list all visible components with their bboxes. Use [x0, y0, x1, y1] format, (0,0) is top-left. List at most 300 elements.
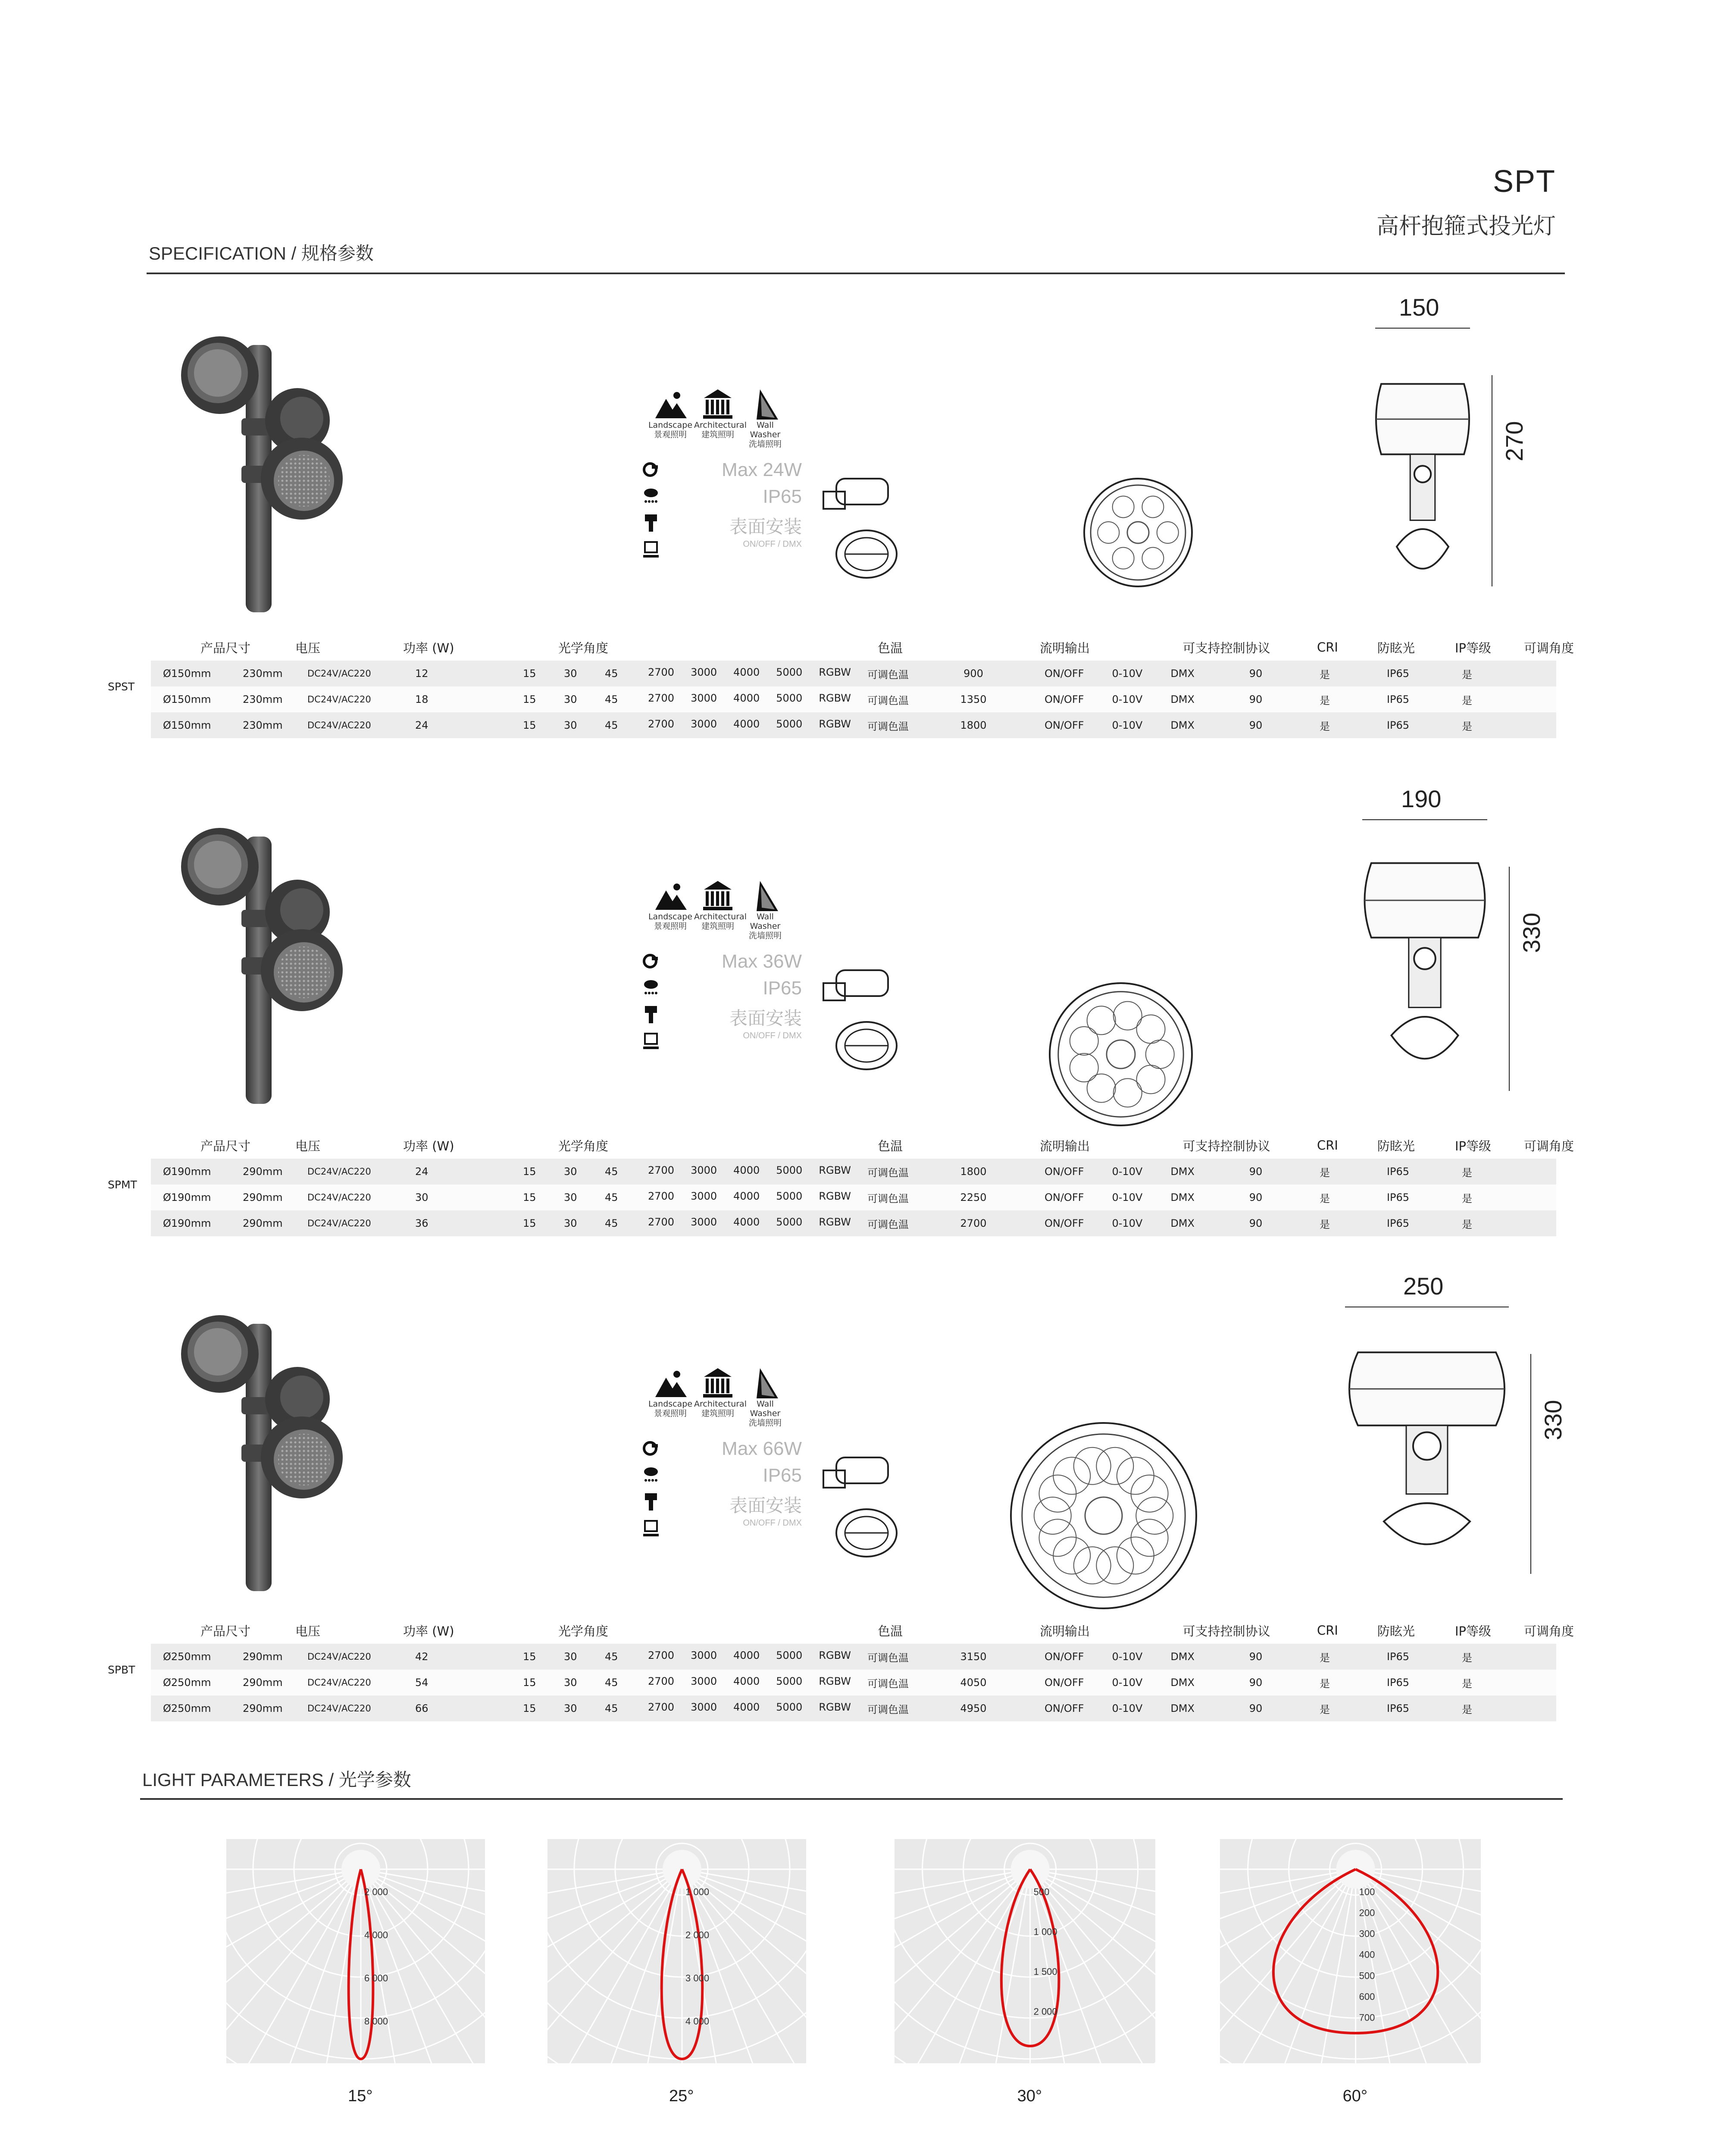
- power-icon: [642, 1438, 660, 1459]
- cell-cri: 90: [1249, 1651, 1263, 1663]
- feature-wash: [741, 1365, 789, 1428]
- cct-value: 3000: [691, 1675, 717, 1687]
- waterproof-icon: [642, 978, 660, 998]
- feature-label-en: Architectural: [694, 420, 747, 430]
- spec-table: [151, 1617, 1574, 1721]
- control-protocol: DMX: [1170, 1217, 1195, 1229]
- feature-label-zh: 洗墙照明: [748, 439, 782, 449]
- cct-value: 2700: [648, 692, 675, 704]
- width-dimension-line: [1375, 328, 1470, 329]
- control-protocol: ON/OFF: [1045, 1191, 1084, 1203]
- radial-tick-label: 500: [1033, 1887, 1050, 1897]
- table-header-cell: IP等级: [1455, 1623, 1492, 1639]
- product-photo: [181, 819, 362, 1130]
- cell-beam: [523, 1217, 648, 1229]
- cct-value: 2700: [648, 1164, 675, 1176]
- power-icon: [642, 459, 660, 480]
- cell-length: 290mm: [243, 1651, 283, 1663]
- cct-value: 可调色温: [867, 1166, 909, 1179]
- radial-tick-label: 300: [1359, 1928, 1375, 1940]
- cct-value: 5000: [776, 1190, 803, 1202]
- cell-beam: [523, 719, 648, 731]
- cell-adjustable: 是: [1462, 1166, 1472, 1179]
- wall-washer-icon: [741, 1365, 789, 1399]
- cct-value: 3000: [691, 666, 717, 678]
- radial-tick-label: 1 500: [1033, 1966, 1057, 1977]
- side-view-drawing: [1358, 854, 1492, 1087]
- cct-value: 3000: [691, 1701, 717, 1713]
- radial-tick-label: 1 000: [1033, 1926, 1057, 1937]
- feature-label-zh: 洗墙照明: [748, 1418, 782, 1428]
- cct-value: 4000: [733, 1701, 760, 1713]
- building-icon: [694, 1365, 741, 1399]
- table-header-cell: CRI: [1317, 1138, 1338, 1153]
- cell-size: Ø150mm: [163, 667, 211, 680]
- cct-value: 2700: [648, 1216, 675, 1228]
- cell-flux: 900: [963, 667, 983, 680]
- width-dimension: 150: [1399, 294, 1439, 321]
- spec-control: ON/OFF / DMX: [743, 539, 802, 549]
- table-header-cell: 色温: [877, 1138, 903, 1153]
- bracket-drawing: [819, 466, 905, 586]
- table-header-cell: 防眩光: [1377, 1623, 1415, 1639]
- control-protocol: 0-10V: [1112, 1191, 1143, 1203]
- cct-value: 4000: [733, 1216, 760, 1228]
- cell-cri: 90: [1249, 1677, 1263, 1689]
- beam-angle: 30: [564, 1217, 577, 1229]
- cell-glare: 是: [1320, 668, 1330, 681]
- control-protocol: DMX: [1170, 1651, 1195, 1663]
- beam-angle: 30: [564, 1191, 577, 1203]
- table-header-cell: 色温: [877, 640, 903, 655]
- cell-adjustable: 是: [1462, 1677, 1472, 1690]
- spec-control: ON/OFF / DMX: [743, 1518, 802, 1528]
- feature-label-en: Landscape: [648, 912, 693, 921]
- cct-value: 5000: [776, 692, 803, 704]
- height-dimension: 270: [1501, 421, 1528, 461]
- cct-value: 2700: [648, 718, 675, 730]
- radial-tick-label: 400: [1359, 1949, 1375, 1960]
- cct-value: RGBW: [819, 1216, 851, 1228]
- width-dimension: 190: [1401, 785, 1442, 812]
- cell-cct: [648, 1190, 909, 1205]
- table-header-cell: 流明输出: [1039, 640, 1090, 655]
- cct-value: 5000: [776, 1649, 803, 1661]
- spec-mount: 表面安装: [729, 517, 802, 537]
- width-dimension-line: [1362, 819, 1487, 820]
- feature-label-en: Landscape: [648, 420, 693, 430]
- control-protocol: 0-10V: [1112, 1217, 1143, 1229]
- cell-length: 290mm: [243, 1191, 283, 1203]
- spec-max_power: Max 36W: [722, 951, 802, 972]
- cell-glare: 是: [1320, 1651, 1330, 1664]
- cct-value: 4000: [733, 1164, 760, 1176]
- radial-tick-label: 1 000: [685, 1887, 710, 1897]
- cell-control: [1045, 719, 1226, 731]
- beam-angle: 45: [605, 1651, 618, 1663]
- section-divider: [147, 273, 1565, 274]
- table-header-cell: 产品尺寸: [200, 1138, 251, 1153]
- cell-voltage: DC24V/AC220: [307, 720, 371, 730]
- radial-tick-label: 2 000: [685, 1930, 710, 1940]
- cell-length: 230mm: [243, 667, 283, 680]
- series-label: SPMT: [108, 1178, 137, 1191]
- cct-value: 3000: [691, 1164, 717, 1176]
- table-header-cell: 防眩光: [1377, 640, 1415, 655]
- cell-ip: IP65: [1386, 1677, 1410, 1689]
- cct-value: 2700: [648, 1675, 675, 1687]
- polar-chart: [895, 1839, 1155, 2063]
- cell-voltage: DC24V/AC220: [307, 1166, 371, 1177]
- cct-value: RGBW: [819, 1701, 851, 1713]
- beam-angle: 15: [523, 1651, 536, 1663]
- feature-wash: [741, 386, 789, 449]
- height-dimension-line: [1530, 1354, 1531, 1574]
- cell-voltage: DC24V/AC220: [307, 668, 371, 679]
- spec-control: ON/OFF / DMX: [743, 1031, 802, 1040]
- feature-label-zh: 景观照明: [654, 921, 687, 931]
- control-protocol: ON/OFF: [1045, 1217, 1084, 1229]
- cell-adjustable: 是: [1462, 1218, 1472, 1231]
- cell-length: 290mm: [243, 1166, 283, 1178]
- cell-power: 66: [415, 1702, 429, 1714]
- cell-adjustable: 是: [1462, 1192, 1472, 1205]
- cct-value: 可调色温: [867, 694, 909, 707]
- cell-size: Ø190mm: [163, 1217, 211, 1229]
- cct-value: 2700: [648, 666, 675, 678]
- control-protocol: ON/OFF: [1045, 1702, 1084, 1714]
- beam-angle: 45: [605, 693, 618, 705]
- table-header-cell: IP等级: [1455, 640, 1492, 655]
- table-header-cell: 可调角度: [1524, 1623, 1574, 1639]
- cct-value: 5000: [776, 1164, 803, 1176]
- table-header-cell: 电压: [295, 640, 321, 655]
- cell-control: [1045, 1217, 1226, 1229]
- table-row: [151, 1210, 1556, 1236]
- feature-arch: [694, 1365, 747, 1418]
- cell-length: 290mm: [243, 1677, 283, 1689]
- cell-cct: [648, 692, 909, 707]
- table-row: [151, 712, 1556, 738]
- table-header: [151, 1617, 1574, 1644]
- front-view-drawing: [1080, 474, 1196, 591]
- series-label: SPBT: [108, 1664, 135, 1676]
- table-header-cell: CRI: [1317, 640, 1338, 655]
- feature-label-en: Wall Washer: [750, 420, 781, 439]
- radial-tick-label: 6 000: [364, 1973, 388, 1984]
- side-view-drawing: [1371, 375, 1474, 595]
- cell-length: 230mm: [243, 719, 283, 731]
- table-header-cell: 流明输出: [1039, 1138, 1090, 1153]
- cct-value: RGBW: [819, 1190, 851, 1202]
- feature-arch: [694, 877, 747, 931]
- table-header-cell: 功率 (W): [403, 640, 454, 655]
- spec-table: [151, 1132, 1574, 1236]
- feature-label-en: Wall Washer: [750, 1399, 781, 1418]
- spec-max_power: Max 66W: [722, 1438, 802, 1459]
- cct-value: 可调色温: [867, 1677, 909, 1690]
- spec-ip: IP65: [763, 486, 802, 507]
- cell-ip: IP65: [1386, 1191, 1410, 1203]
- cell-power: 30: [415, 1191, 429, 1203]
- cell-ip: IP65: [1386, 1217, 1410, 1229]
- cell-length: 290mm: [243, 1217, 283, 1229]
- cell-size: Ø250mm: [163, 1677, 211, 1689]
- spec-ip: IP65: [763, 978, 802, 999]
- cct-value: RGBW: [819, 1675, 851, 1687]
- control-protocol: DMX: [1170, 1702, 1195, 1714]
- beam-angle: 45: [605, 1217, 618, 1229]
- cct-value: 可调色温: [867, 1218, 909, 1231]
- cell-flux: 1800: [960, 719, 987, 731]
- height-dimension: 330: [1518, 912, 1545, 953]
- bracket-drawing: [819, 957, 905, 1078]
- beam-angle: 15: [523, 719, 536, 731]
- beam-angle: 30: [564, 1702, 577, 1714]
- power-icon: [642, 951, 660, 971]
- cell-ip: IP65: [1386, 1166, 1410, 1178]
- cct-value: 可调色温: [867, 668, 909, 681]
- page-title: SPT: [1492, 164, 1556, 199]
- cell-beam: [523, 667, 648, 680]
- cell-cri: 90: [1249, 1166, 1263, 1178]
- control-icon: [642, 539, 660, 560]
- cell-glare: 是: [1320, 720, 1330, 733]
- cct-value: 可调色温: [867, 1651, 909, 1664]
- cct-value: 可调色温: [867, 720, 909, 733]
- beam-angle: 30: [564, 693, 577, 705]
- front-view-drawing: [1007, 1419, 1201, 1613]
- feature-label-zh: 建筑照明: [701, 1409, 734, 1418]
- cell-cri: 90: [1249, 719, 1263, 731]
- radial-tick-label: 2 000: [1033, 2006, 1057, 2017]
- control-protocol: ON/OFF: [1045, 1677, 1084, 1689]
- control-protocol: DMX: [1170, 1166, 1195, 1178]
- cct-value: 5000: [776, 1701, 803, 1713]
- radial-tick-label: 500: [1359, 1970, 1375, 1981]
- cell-power: 24: [415, 1166, 429, 1178]
- radial-tick-label: 700: [1359, 2012, 1375, 2023]
- table-header-cell: 电压: [295, 1623, 321, 1639]
- cct-value: RGBW: [819, 1649, 851, 1661]
- control-protocol: ON/OFF: [1045, 719, 1084, 731]
- beam-angle: 30: [564, 1677, 577, 1689]
- table-header: [151, 1132, 1574, 1159]
- table-header: [151, 634, 1574, 661]
- polar-chart: [226, 1839, 485, 2063]
- mountain-icon: [647, 877, 694, 912]
- table-row: [151, 1670, 1556, 1695]
- cell-size: Ø250mm: [163, 1651, 211, 1663]
- bracket-drawing: [819, 1445, 905, 1565]
- beam-angle: 45: [605, 667, 618, 680]
- beam-angle: 15: [523, 1191, 536, 1203]
- cct-value: 3000: [691, 1216, 717, 1228]
- cct-value: RGBW: [819, 666, 851, 678]
- feature-label-en: Architectural: [694, 912, 747, 921]
- beam-angle: 15: [523, 693, 536, 705]
- feature-landscape: [647, 1365, 694, 1418]
- cell-size: Ø190mm: [163, 1166, 211, 1178]
- cell-voltage: DC24V/AC220: [307, 1703, 371, 1714]
- cell-glare: 是: [1320, 1677, 1330, 1690]
- mount-icon: [642, 1492, 660, 1512]
- cell-ip: IP65: [1386, 1651, 1410, 1663]
- cell-cct: [648, 1216, 909, 1231]
- control-protocol: 0-10V: [1112, 719, 1143, 731]
- table-header-cell: 光学角度: [558, 1138, 609, 1153]
- table-row: [151, 1185, 1556, 1210]
- cct-value: 2700: [648, 1190, 675, 1202]
- control-protocol: 0-10V: [1112, 1166, 1143, 1178]
- cct-value: 3000: [691, 1649, 717, 1661]
- control-protocol: 0-10V: [1112, 693, 1143, 705]
- cell-adjustable: 是: [1462, 1703, 1472, 1716]
- beam-angle: 15: [523, 667, 536, 680]
- table-row: [151, 686, 1556, 712]
- radial-tick-label: 600: [1359, 1991, 1375, 2002]
- table-header-cell: 功率 (W): [403, 1623, 454, 1639]
- cct-value: 5000: [776, 718, 803, 730]
- cell-glare: 是: [1320, 694, 1330, 707]
- cell-control: [1045, 1191, 1226, 1203]
- cct-value: 5000: [776, 1675, 803, 1687]
- table-row: [151, 1644, 1556, 1670]
- cct-value: 3000: [691, 718, 717, 730]
- cell-flux: 1350: [960, 693, 987, 705]
- cell-power: 12: [415, 667, 429, 680]
- table-header-cell: 可支持控制协议: [1182, 640, 1270, 655]
- cell-adjustable: 是: [1462, 668, 1472, 681]
- table-header-cell: 产品尺寸: [200, 640, 251, 655]
- cell-adjustable: 是: [1462, 1651, 1472, 1664]
- section-divider-light: [140, 1798, 1563, 1800]
- mountain-icon: [647, 1365, 694, 1399]
- building-icon: [694, 877, 741, 912]
- cell-size: Ø250mm: [163, 1702, 211, 1714]
- feature-landscape: [647, 386, 694, 439]
- beam-angle: 45: [605, 1677, 618, 1689]
- feature-label-en: Wall Washer: [750, 912, 781, 931]
- cell-ip: IP65: [1386, 667, 1410, 680]
- cell-beam: [523, 1702, 648, 1714]
- wall-washer-icon: [741, 877, 789, 912]
- table-header-cell: 防眩光: [1377, 1138, 1415, 1153]
- control-protocol: DMX: [1170, 667, 1195, 680]
- beam-angle-label: 15°: [348, 2087, 373, 2105]
- feature-label-zh: 景观照明: [654, 1409, 687, 1418]
- cell-ip: IP65: [1386, 1702, 1410, 1714]
- radial-tick-label: 4 000: [364, 1930, 388, 1940]
- cct-value: 可调色温: [867, 1703, 909, 1716]
- beam-angle-label: 60°: [1342, 2087, 1368, 2105]
- cct-value: 4000: [733, 666, 760, 678]
- control-protocol: 0-10V: [1112, 1702, 1143, 1714]
- beam-angle: 15: [523, 1702, 536, 1714]
- cell-control: [1045, 1702, 1226, 1714]
- cell-glare: 是: [1320, 1166, 1330, 1179]
- feature-arch: [694, 386, 747, 439]
- control-protocol: 0-10V: [1112, 1677, 1143, 1689]
- cct-value: RGBW: [819, 1164, 851, 1176]
- cell-cct: [648, 718, 909, 733]
- radial-tick-label: 8 000: [364, 2016, 388, 2027]
- control-protocol: ON/OFF: [1045, 1166, 1084, 1178]
- cell-control: [1045, 1677, 1226, 1689]
- cell-beam: [523, 1677, 648, 1689]
- spec-table: [151, 634, 1574, 738]
- cct-value: RGBW: [819, 718, 851, 730]
- cct-value: 2700: [648, 1649, 675, 1661]
- cell-control: [1045, 1651, 1226, 1663]
- cell-glare: 是: [1320, 1192, 1330, 1205]
- table-header-cell: IP等级: [1455, 1138, 1492, 1153]
- table-header-cell: 可调角度: [1524, 640, 1574, 655]
- beam-angle: 30: [564, 719, 577, 731]
- beam-angle: 30: [564, 1651, 577, 1663]
- cell-cct: [648, 1701, 909, 1716]
- cell-beam: [523, 693, 648, 705]
- cell-voltage: DC24V/AC220: [307, 1218, 371, 1228]
- control-protocol: 0-10V: [1112, 1651, 1143, 1663]
- cct-value: 4000: [733, 692, 760, 704]
- cct-value: 5000: [776, 666, 803, 678]
- cell-voltage: DC24V/AC220: [307, 694, 371, 705]
- waterproof-icon: [642, 486, 660, 507]
- feature-label-zh: 景观照明: [654, 430, 687, 439]
- cell-ip: IP65: [1386, 719, 1410, 731]
- table-header-cell: 电压: [295, 1138, 321, 1153]
- cell-flux: 2700: [960, 1217, 987, 1229]
- spec-section-title: SPECIFICATION / 规格参数: [149, 243, 374, 263]
- feature-wash: [741, 877, 789, 940]
- feature-label-en: Architectural: [694, 1399, 747, 1409]
- control-protocol: DMX: [1170, 719, 1195, 731]
- table-header-cell: 色温: [877, 1623, 903, 1639]
- spec-mount: 表面安装: [729, 1495, 802, 1516]
- beam-angle: 45: [605, 719, 618, 731]
- mount-icon: [642, 1004, 660, 1025]
- cell-control: [1045, 693, 1226, 705]
- cell-voltage: DC24V/AC220: [307, 1192, 371, 1203]
- cell-size: Ø150mm: [163, 693, 211, 705]
- cell-length: 290mm: [243, 1702, 283, 1714]
- cell-ip: IP65: [1386, 693, 1410, 705]
- waterproof-icon: [642, 1465, 660, 1485]
- beam-angle: 45: [605, 1191, 618, 1203]
- cell-cct: [648, 1164, 909, 1179]
- cct-value: 可调色温: [867, 1192, 909, 1205]
- feature-label-zh: 洗墙照明: [748, 931, 782, 940]
- height-dimension: 330: [1539, 1400, 1567, 1440]
- control-protocol: ON/OFF: [1045, 693, 1084, 705]
- cct-value: 2700: [648, 1701, 675, 1713]
- beam-angle: 15: [523, 1166, 536, 1178]
- beam-angle-label: 30°: [1017, 2087, 1042, 2105]
- cell-control: [1045, 1166, 1226, 1178]
- cell-length: 230mm: [243, 693, 283, 705]
- control-protocol: DMX: [1170, 1191, 1195, 1203]
- cell-flux: 1800: [960, 1166, 987, 1178]
- control-icon: [642, 1518, 660, 1539]
- cct-value: 4000: [733, 718, 760, 730]
- control-protocol: ON/OFF: [1045, 667, 1084, 680]
- cell-power: 42: [415, 1651, 429, 1663]
- beam-angle: 30: [564, 667, 577, 680]
- table-header-cell: CRI: [1317, 1623, 1338, 1638]
- cell-beam: [523, 1191, 648, 1203]
- control-protocol: ON/OFF: [1045, 1651, 1084, 1663]
